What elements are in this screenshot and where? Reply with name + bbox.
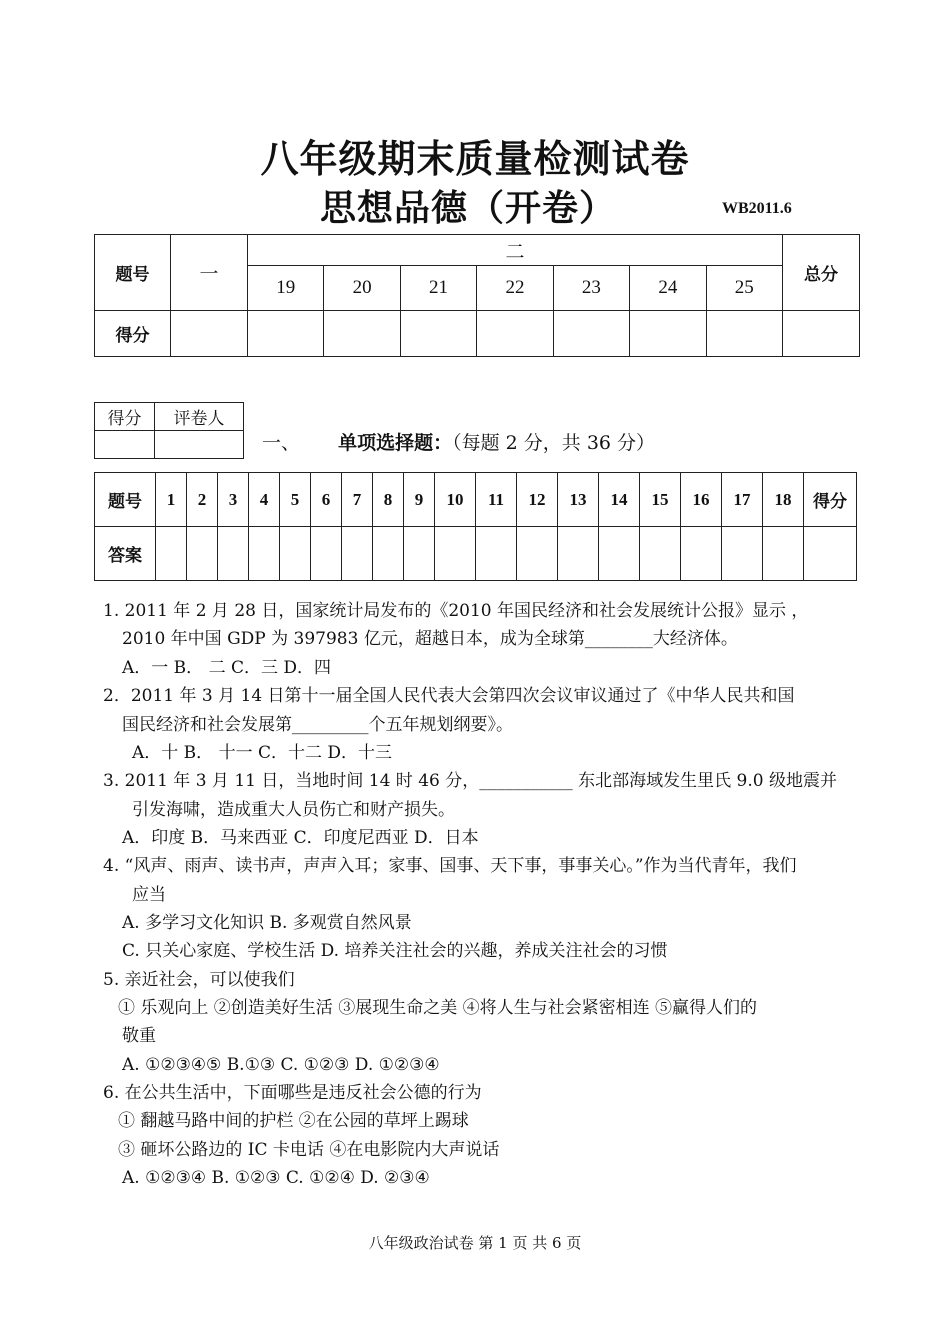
answer-cell[interactable] [404, 527, 435, 581]
score-cell[interactable] [477, 311, 553, 357]
option-line: A．十 B． 十一 C．十二 D．十三 [132, 743, 393, 763]
question-number: 21 [400, 266, 476, 311]
score-cell[interactable] [706, 311, 782, 357]
answer-cell[interactable] [373, 527, 404, 581]
answer-cell[interactable] [517, 527, 558, 581]
answer-row-label: 答案 [95, 527, 156, 581]
answer-tihao-label: 题号 [95, 473, 156, 527]
answer-number: 3 [218, 473, 249, 527]
page-footer: 八年级政治试卷 第 1 页 共 6 页 [368, 1234, 582, 1252]
score-cell[interactable] [630, 311, 706, 357]
question-line: 3. 2011 年 3 月 11 日，当地时间 14 时 46 分，___________ 东北部海域发生里氏 9.0 级地震并 [103, 771, 837, 791]
question-line: 国民经济和社会发展第_________个五年规划纲要》。 [122, 715, 513, 735]
answer-number: 10 [435, 473, 476, 527]
question-line: ① 乐观向上 ②创造美好生活 ③展现生命之美 ④将人生与社会紧密相连 ⑤赢得人们的 [118, 998, 758, 1018]
answer-number: 7 [342, 473, 373, 527]
score-cell[interactable] [324, 311, 400, 357]
answer-cell[interactable] [640, 527, 681, 581]
question-line: 5. 亲近社会，可以使我们 [103, 970, 295, 990]
answer-number: 9 [404, 473, 435, 527]
option-line: A．印度 B．马来西亚 C．印度尼西亚 D．日本 [122, 828, 479, 848]
score-cell[interactable] [248, 311, 324, 357]
answer-cell[interactable] [558, 527, 599, 581]
option-line: A. ①②③④⑤ B.①③ C. ①②③ D. ①②③④ [122, 1055, 440, 1075]
question-number: 25 [706, 266, 782, 311]
exam-code: WB2011.6 [722, 200, 792, 217]
answer-cell[interactable] [435, 527, 476, 581]
section-one-heading [262, 428, 655, 455]
option-line: C. 只关心家庭、学校生活 D. 培养关注社会的兴趣，养成关注社会的习惯 [122, 941, 668, 961]
answer-number: 16 [681, 473, 722, 527]
section-title: 单项选择题： [338, 432, 453, 454]
question-line: ③ 砸坏公路边的 IC 卡电话 ④在电影院内大声说话 [118, 1140, 500, 1160]
grader-score-cell[interactable] [95, 431, 155, 459]
answer-defen-label: 得分 [804, 473, 857, 527]
grader-name-cell[interactable] [154, 431, 243, 459]
exam-title: 八年级期末质量检测试卷 [260, 137, 690, 181]
answer-cell[interactable] [681, 527, 722, 581]
grader-box [94, 402, 244, 459]
answer-cell[interactable] [311, 527, 342, 581]
question-line: 敬重 [122, 1026, 156, 1046]
answer-cell[interactable] [722, 527, 763, 581]
answer-number: 4 [249, 473, 280, 527]
answer-grid-table [94, 472, 857, 581]
answer-number: 17 [722, 473, 763, 527]
answer-cell[interactable] [763, 527, 804, 581]
score-cell[interactable] [553, 311, 629, 357]
answer-number: 11 [476, 473, 517, 527]
answer-number: 13 [558, 473, 599, 527]
answer-number: 5 [280, 473, 311, 527]
tihao-label: 题号 [95, 235, 171, 311]
answer-number: 12 [517, 473, 558, 527]
score-cell[interactable] [171, 311, 248, 357]
option-line: A．一 B． 二 C．三 D．四 [122, 658, 332, 678]
grader-score-label: 得分 [95, 403, 155, 431]
score-cell[interactable] [400, 311, 476, 357]
answer-cell[interactable] [280, 527, 311, 581]
defen-label: 得分 [95, 311, 171, 357]
answer-number: 18 [763, 473, 804, 527]
question-line: 2．2011 年 3 月 14 日第十一届全国人民代表大会第四次会议审议通过了《中华人民共和国 [103, 686, 795, 706]
section-number: 一、 [262, 432, 301, 454]
question-line: 4. “风声、雨声、读书声，声声入耳；家事、国事、天下事，事事关心。”作为当代青年，我们 [103, 856, 797, 876]
answer-cell[interactable] [218, 527, 249, 581]
answer-cell[interactable] [249, 527, 280, 581]
section-note: （每题 2 分，共 36 分） [452, 432, 656, 454]
answer-number: 2 [187, 473, 218, 527]
answer-cell[interactable] [476, 527, 517, 581]
option-line: A. ①②③④ B. ①②③ C. ①②④ D. ②③④ [122, 1168, 430, 1188]
grader-name-label: 评卷人 [154, 403, 243, 431]
question-line: ① 翻越马路中间的护栏 ②在公园的草坪上踢球 [118, 1111, 469, 1131]
question-line: 引发海啸，造成重大人员伤亡和财产损失。 [132, 800, 455, 820]
option-line: A. 多学习文化知识 B. 多观赏自然风景 [122, 913, 412, 933]
answer-number: 6 [311, 473, 342, 527]
part-two-header: 二 [248, 235, 783, 266]
question-number: 20 [324, 266, 400, 311]
answer-cell[interactable] [156, 527, 187, 581]
answer-number: 15 [640, 473, 681, 527]
answer-cell[interactable] [187, 527, 218, 581]
total-label: 总分 [783, 235, 860, 311]
answer-number: 14 [599, 473, 640, 527]
question-number: 24 [630, 266, 706, 311]
question-line: 1. 2011 年 2 月 28 日，国家统计局发布的《2010 年国民经济和社会发展统计公报》显示 ， [103, 601, 809, 621]
answer-score-cell[interactable] [804, 527, 857, 581]
answer-number: 1 [156, 473, 187, 527]
answer-cell[interactable] [599, 527, 640, 581]
score-cell[interactable] [783, 311, 860, 357]
exam-subtitle: 思想品德（开卷） [320, 188, 617, 229]
question-number: 19 [248, 266, 324, 311]
question-line: 2010 年中国 GDP 为 397983 亿元，超越日本，成为全球第________大经济体。 [122, 629, 738, 649]
answer-number: 8 [373, 473, 404, 527]
question-line: 6. 在公共生活中，下面哪些是违反社会公德的行为 [103, 1083, 482, 1103]
question-line: 应当 [132, 885, 166, 905]
question-number: 22 [477, 266, 553, 311]
part-one-header: 一 [171, 235, 248, 311]
answer-cell[interactable] [342, 527, 373, 581]
question-number: 23 [553, 266, 629, 311]
score-summary-table [94, 234, 860, 357]
